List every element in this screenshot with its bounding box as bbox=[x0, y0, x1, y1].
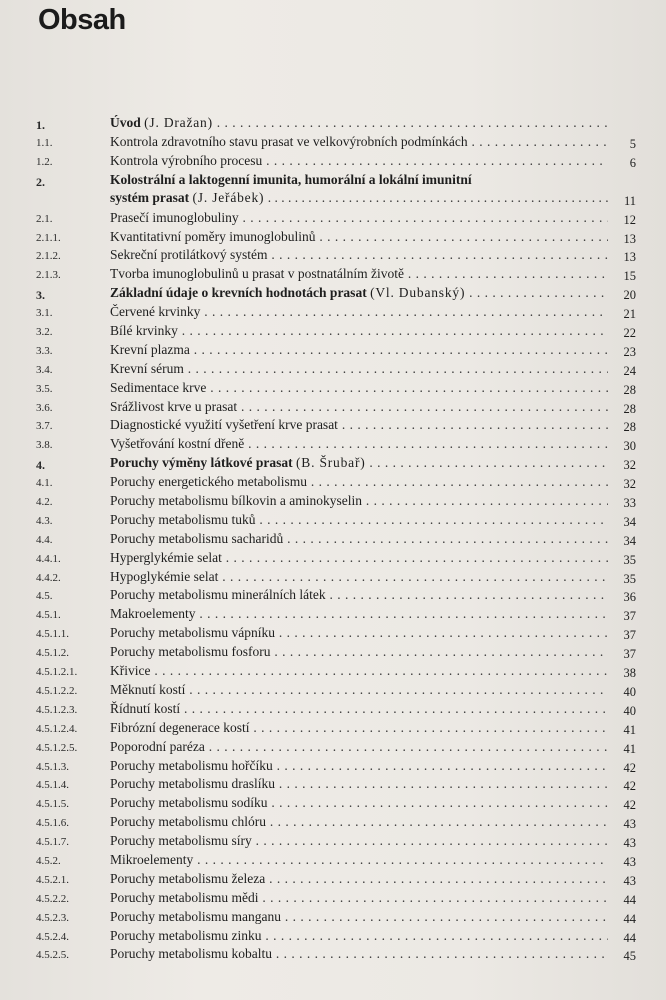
toc-page-number: 42 bbox=[623, 760, 636, 775]
toc-row-chapter[interactable] bbox=[0, 454, 666, 473]
toc-row[interactable] bbox=[0, 927, 666, 946]
toc-page-number: 37 bbox=[623, 628, 636, 643]
toc-number: 4.4.2. bbox=[36, 571, 61, 584]
toc-title: Bílé krvinky . . . bbox=[110, 322, 608, 340]
toc-row[interactable] bbox=[0, 605, 666, 624]
toc-number: 2. bbox=[36, 174, 45, 189]
toc-page-number: 11 bbox=[623, 193, 636, 208]
toc-page-number: 38 bbox=[623, 666, 636, 681]
toc-title: Kolostrální a laktogenní imunita, humorální a lokální imunitní systém prasat (J. Jeřábek) . . . bbox=[110, 171, 608, 207]
toc-row[interactable] bbox=[0, 511, 666, 530]
toc-number: 4.5.1.2.2. bbox=[36, 684, 78, 697]
toc-number: 3.8. bbox=[36, 439, 53, 452]
toc-page-number: 35 bbox=[623, 552, 636, 567]
toc-title: Červené krvinky . . . bbox=[110, 303, 608, 321]
toc-number: 4.5.1.2. bbox=[36, 647, 69, 660]
toc-number: 4.5.1.2.3. bbox=[36, 703, 78, 716]
toc-row[interactable] bbox=[0, 530, 666, 549]
toc-title: Poruchy metabolismu zinku . . . bbox=[110, 927, 608, 945]
toc-row-chapter[interactable] bbox=[0, 284, 666, 303]
toc-number: 4.5. bbox=[36, 590, 53, 603]
toc-number: 4.5.1.2.1. bbox=[36, 666, 78, 679]
toc-number: 4. bbox=[36, 458, 45, 473]
toc-page-number: 34 bbox=[623, 533, 636, 548]
toc-number: 3.2. bbox=[36, 326, 53, 339]
toc-row[interactable] bbox=[0, 398, 666, 417]
toc-row[interactable] bbox=[0, 738, 666, 757]
toc-title: Kontrola výrobního procesu . . . bbox=[110, 152, 608, 170]
toc-page-number: 32 bbox=[623, 458, 636, 473]
toc-number: 4.5.2. bbox=[36, 854, 61, 867]
toc-row-chapter[interactable] bbox=[0, 171, 666, 209]
toc-row[interactable] bbox=[0, 209, 666, 228]
toc-page-number: 6 bbox=[629, 155, 636, 170]
toc-title: Měknutí kostí . . . bbox=[110, 681, 608, 699]
page-title: Obsah bbox=[38, 4, 126, 36]
toc-page-number: 44 bbox=[623, 892, 636, 907]
toc-page-number: 34 bbox=[623, 514, 636, 529]
toc-page-number: 40 bbox=[623, 684, 636, 699]
toc-page-number: 13 bbox=[623, 231, 636, 246]
toc-row[interactable] bbox=[0, 794, 666, 813]
toc-row[interactable] bbox=[0, 228, 666, 247]
toc-page-number: 41 bbox=[623, 722, 636, 737]
toc-title: Základní údaje o krevních hodnotách prasat (Vl. Dubanský) . . . bbox=[110, 284, 608, 302]
toc-page-number: 40 bbox=[623, 703, 636, 718]
toc-page-number: 20 bbox=[623, 288, 636, 303]
toc-page-number: 30 bbox=[623, 439, 636, 454]
toc-number: 4.3. bbox=[36, 514, 53, 527]
toc-number: 4.5.1.2.4. bbox=[36, 722, 78, 735]
toc-title: Sedimentace krve . . . bbox=[110, 379, 608, 397]
toc-page-number: 44 bbox=[623, 911, 636, 926]
toc-row-chapter[interactable] bbox=[0, 114, 666, 133]
toc-page-number: 28 bbox=[623, 420, 636, 435]
toc-row[interactable] bbox=[0, 908, 666, 927]
toc-number: 3.1. bbox=[36, 307, 53, 320]
toc-row[interactable] bbox=[0, 813, 666, 832]
toc-title: Hypoglykémie selat . . . bbox=[110, 568, 608, 586]
toc-number: 4.5.1.1. bbox=[36, 628, 69, 641]
toc-number: 4.5.2.3. bbox=[36, 911, 69, 924]
toc-number: 4.5.1.3. bbox=[36, 760, 69, 773]
toc-number: 1.2. bbox=[36, 155, 53, 168]
toc-page-number: 42 bbox=[623, 779, 636, 794]
toc-number: 2.1. bbox=[36, 212, 53, 225]
toc-row[interactable] bbox=[0, 133, 666, 152]
table-of-contents bbox=[0, 114, 666, 964]
toc-number: 4.5.2.2. bbox=[36, 892, 69, 905]
toc-row[interactable] bbox=[0, 719, 666, 738]
toc-title: Poruchy metabolismu vápníku . . . bbox=[110, 624, 608, 642]
toc-number: 3. bbox=[36, 288, 45, 303]
toc-row[interactable] bbox=[0, 568, 666, 587]
toc-row[interactable] bbox=[0, 152, 666, 171]
toc-title: Poruchy metabolismu manganu . . . bbox=[110, 908, 608, 926]
toc-row[interactable] bbox=[0, 416, 666, 435]
toc-number: 3.4. bbox=[36, 363, 53, 376]
toc-row[interactable] bbox=[0, 700, 666, 719]
toc-page-number: 21 bbox=[623, 307, 636, 322]
toc-title: Diagnostické využití vyšetření krve prasat . . . bbox=[110, 416, 608, 434]
toc-title: Poruchy metabolismu tuků . . . bbox=[110, 511, 608, 529]
toc-title: Kontrola zdravotního stavu prasat ve velkovýrobních podmínkách . . . bbox=[110, 133, 608, 151]
toc-page-number: 22 bbox=[623, 326, 636, 341]
toc-row[interactable] bbox=[0, 775, 666, 794]
toc-title: Makroelementy . . . bbox=[110, 605, 608, 623]
toc-number: 1.1. bbox=[36, 136, 53, 149]
toc-title: Krevní plazma . . . bbox=[110, 341, 608, 359]
toc-title: Hyperglykémie selat . . . bbox=[110, 549, 608, 567]
toc-title: Fibrózní degenerace kostí . . . bbox=[110, 719, 608, 737]
toc-title: Poruchy metabolismu kobaltu . . . bbox=[110, 945, 608, 963]
toc-title: Vyšetřování kostní dřeně . . . bbox=[110, 435, 608, 453]
toc-row[interactable] bbox=[0, 360, 666, 379]
toc-row[interactable] bbox=[0, 870, 666, 889]
toc-title: Poruchy metabolismu sodíku . . . bbox=[110, 794, 608, 812]
toc-page-number: 43 bbox=[623, 854, 636, 869]
toc-page-number: 13 bbox=[623, 250, 636, 265]
toc-row[interactable] bbox=[0, 757, 666, 776]
toc-number: 4.5.1. bbox=[36, 609, 61, 622]
toc-page-number: 24 bbox=[623, 363, 636, 378]
toc-title: Srážlivost krve u prasat . . . bbox=[110, 398, 608, 416]
toc-number: 3.7. bbox=[36, 420, 53, 433]
toc-title: Poruchy metabolismu hořčíku . . . bbox=[110, 757, 608, 775]
toc-number: 4.5.2.5. bbox=[36, 949, 69, 962]
toc-number: 1. bbox=[36, 118, 45, 132]
toc-page-number: 45 bbox=[623, 949, 636, 964]
toc-row[interactable] bbox=[0, 379, 666, 398]
toc-page-number: 32 bbox=[623, 477, 636, 492]
toc-title: Řídnutí kostí . . . bbox=[110, 700, 608, 718]
toc-number: 4.5.1.4. bbox=[36, 779, 69, 792]
toc-row[interactable] bbox=[0, 851, 666, 870]
toc-number: 4.4. bbox=[36, 533, 53, 546]
toc-page-number: 5 bbox=[629, 136, 636, 151]
toc-number: 4.5.1.2.5. bbox=[36, 741, 78, 754]
toc-number: 3.6. bbox=[36, 401, 53, 414]
toc-row[interactable] bbox=[0, 265, 666, 284]
toc-page-number: 44 bbox=[623, 930, 636, 945]
toc-number: 4.2. bbox=[36, 496, 53, 509]
toc-page-number: 36 bbox=[623, 590, 636, 605]
toc-title: Prasečí imunoglobuliny . . . bbox=[110, 209, 608, 227]
toc-row[interactable] bbox=[0, 662, 666, 681]
toc-row[interactable] bbox=[0, 549, 666, 568]
toc-row[interactable] bbox=[0, 492, 666, 511]
toc-row[interactable] bbox=[0, 322, 666, 341]
toc-number: 4.5.2.4. bbox=[36, 930, 69, 943]
toc-page-number: 37 bbox=[623, 609, 636, 624]
toc-title: Poruchy metabolismu síry . . . bbox=[110, 832, 608, 850]
toc-page-number: 43 bbox=[623, 873, 636, 888]
toc-row[interactable] bbox=[0, 341, 666, 360]
toc-title: Poruchy metabolismu fosforu . . . bbox=[110, 643, 608, 661]
toc-row[interactable] bbox=[0, 889, 666, 908]
toc-title: Poruchy metabolismu bílkovin a aminokyselin . . . bbox=[110, 492, 608, 510]
toc-title: Krevní sérum . . . bbox=[110, 360, 608, 378]
toc-number: 3.3. bbox=[36, 344, 53, 357]
toc-title: Poruchy metabolismu draslíku . . . bbox=[110, 775, 608, 793]
toc-page-number: 42 bbox=[623, 798, 636, 813]
toc-number: 4.5.1.5. bbox=[36, 798, 69, 811]
toc-number: 4.5.1.6. bbox=[36, 817, 69, 830]
toc-page-number: 41 bbox=[623, 741, 636, 756]
toc-number: 2.1.1. bbox=[36, 231, 61, 244]
toc-row[interactable] bbox=[0, 643, 666, 662]
toc-row[interactable] bbox=[0, 586, 666, 605]
toc-page-number: 15 bbox=[623, 269, 636, 284]
toc-title: Poruchy energetického metabolismu . . . bbox=[110, 473, 608, 491]
toc-number: 4.1. bbox=[36, 477, 53, 490]
toc-title: Poruchy metabolismu sacharidů . . . bbox=[110, 530, 608, 548]
toc-page-number: 33 bbox=[623, 496, 636, 511]
toc-row[interactable] bbox=[0, 945, 666, 964]
toc-page-number: 12 bbox=[623, 212, 636, 227]
toc-title: Poruchy metabolismu mědi . . . bbox=[110, 889, 608, 907]
toc-number: 3.5. bbox=[36, 382, 53, 395]
toc-row[interactable] bbox=[0, 473, 666, 492]
toc-row[interactable] bbox=[0, 246, 666, 265]
toc-page-number: 43 bbox=[623, 836, 636, 851]
toc-number: 2.1.2. bbox=[36, 250, 61, 263]
toc-row[interactable] bbox=[0, 624, 666, 643]
toc-row[interactable] bbox=[0, 681, 666, 700]
toc-number: 4.5.2.1. bbox=[36, 873, 69, 886]
toc-page-number: 35 bbox=[623, 571, 636, 586]
toc-page-number: 43 bbox=[623, 817, 636, 832]
toc-number: 4.4.1. bbox=[36, 552, 61, 565]
toc-row[interactable] bbox=[0, 435, 666, 454]
toc-page-number: 23 bbox=[623, 344, 636, 359]
toc-title: Poporodní paréza . . . bbox=[110, 738, 608, 756]
toc-page-number: 37 bbox=[623, 647, 636, 662]
toc-title: Sekreční protilátkový systém . . . bbox=[110, 246, 608, 264]
toc-title: Křivice . . . bbox=[110, 662, 608, 680]
toc-title: Úvod (J. Dražan) . . . bbox=[110, 114, 608, 132]
toc-row[interactable] bbox=[0, 303, 666, 322]
toc-title: Poruchy metabolismu železa . . . bbox=[110, 870, 608, 888]
toc-number: 2.1.3. bbox=[36, 269, 61, 282]
toc-title: Kvantitativní poměry imunoglobulinů . . . bbox=[110, 228, 608, 246]
toc-title: Poruchy metabolismu chlóru . . . bbox=[110, 813, 608, 831]
toc-title: Tvorba imunoglobulinů u prasat v postnatálním životě . . . bbox=[110, 265, 608, 283]
toc-title: Poruchy metabolismu minerálních látek . . . bbox=[110, 586, 608, 604]
toc-row[interactable] bbox=[0, 832, 666, 851]
toc-page-number: 28 bbox=[623, 382, 636, 397]
toc-number: 4.5.1.7. bbox=[36, 836, 69, 849]
toc-title: Mikroelementy . . . bbox=[110, 851, 608, 869]
toc-page-number: 28 bbox=[623, 401, 636, 416]
toc-title: Poruchy výměny látkové prasat (B. Šrubař) . . . bbox=[110, 454, 608, 472]
